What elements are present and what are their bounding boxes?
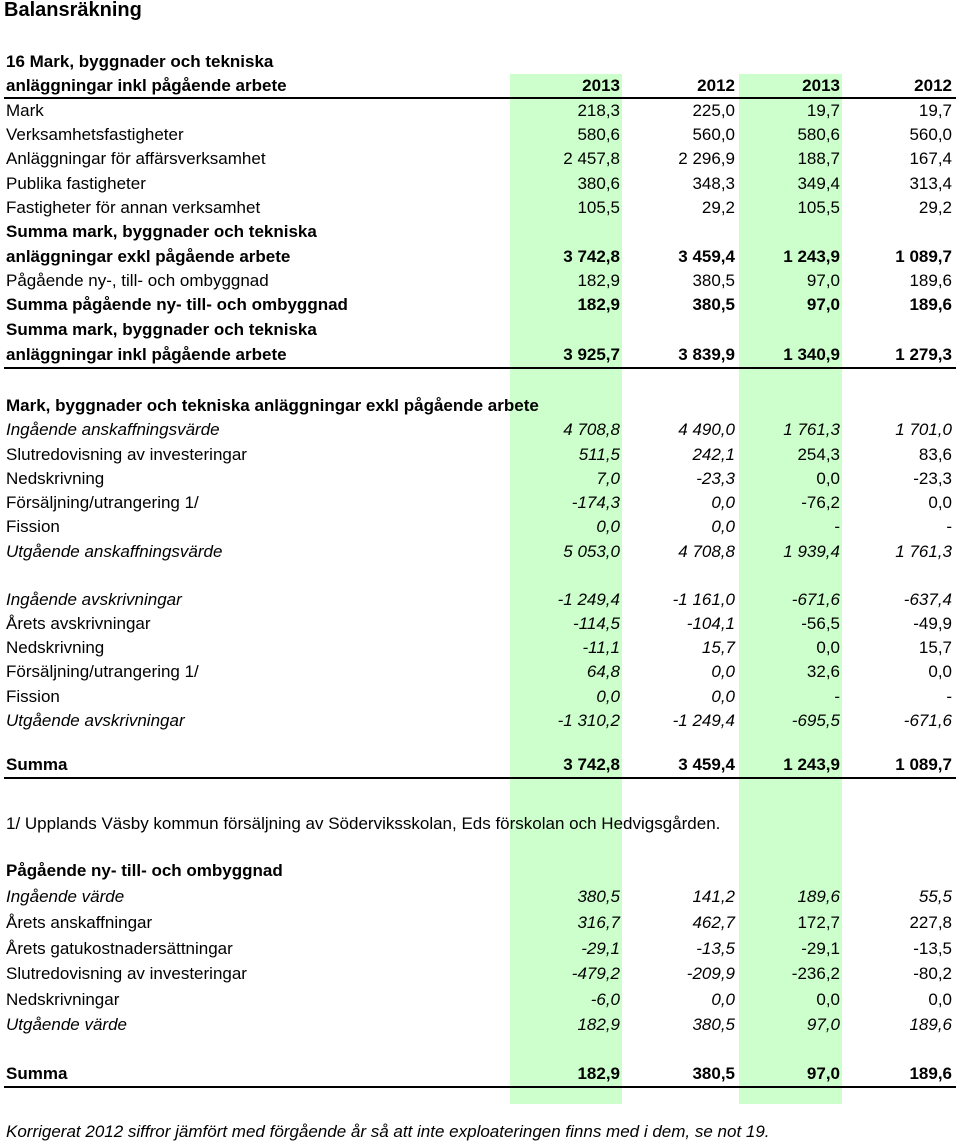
row-label: Anläggningar för affärsverksamhet (6, 149, 266, 168)
table-row (0, 709, 960, 733)
value-cell: 1 761,3 (783, 420, 840, 439)
row-label: Slutredovisning av investeringar (6, 964, 247, 983)
row-label: Försäljning/utrangering 1/ (6, 662, 199, 681)
value-cell: - (834, 517, 840, 536)
row-label: Försäljning/utrangering 1/ (6, 493, 199, 512)
value-cell: 15,7 (918, 638, 952, 657)
value-cell: 189,6 (909, 1015, 952, 1034)
year-header-2: 2012 (697, 76, 735, 95)
value-cell: 97,0 (806, 271, 840, 290)
row-label: Fastigheter för annan verksamhet (6, 198, 261, 217)
table-row (0, 147, 960, 171)
value-cell: 5 053,0 (563, 542, 620, 561)
value-cell: 380,5 (692, 1064, 735, 1083)
year-header-3: 2013 (802, 76, 840, 95)
value-cell: -671,6 (791, 590, 840, 609)
value-cell: -23,3 (913, 469, 952, 488)
value-cell: 0,0 (816, 990, 840, 1009)
value-cell: 29,2 (918, 198, 952, 217)
value-cell: - (946, 687, 952, 706)
value-cell: 19,7 (918, 101, 952, 120)
section-rule (4, 367, 956, 369)
row-label: Utgående avskrivningar (6, 711, 185, 730)
table-row (0, 962, 960, 986)
value-cell: 511,5 (578, 445, 620, 464)
value-cell: 0,0 (596, 687, 620, 706)
value-cell: -11,1 (582, 638, 620, 657)
year-header-4: 2012 (914, 76, 952, 95)
value-cell: 105,5 (577, 198, 620, 217)
value-cell: -1 161,0 (672, 590, 735, 609)
value-cell: 560,0 (692, 125, 735, 144)
subtotal-row (0, 293, 960, 317)
value-cell: 97,0 (806, 295, 840, 314)
note-heading: 16 Mark, byggnader och tekniska (6, 52, 274, 71)
value-cell: 4 708,8 (563, 420, 620, 439)
value-cell: -1 249,4 (672, 711, 735, 730)
value-cell: 2 457,8 (563, 149, 620, 168)
value-cell: 1 279,3 (895, 345, 952, 364)
section-heading: Pågående ny- till- och ombyggnad (6, 861, 283, 880)
row-label: Summa mark, byggnader och tekniska (6, 320, 317, 339)
summa-row (0, 1062, 960, 1086)
value-cell: 462,7 (692, 913, 735, 932)
table-row (0, 196, 960, 220)
table-row (0, 1013, 960, 1037)
value-cell: 141,2 (692, 887, 735, 906)
value-cell: 182,9 (577, 271, 620, 290)
row-label: Slutredovisning av investeringar (6, 445, 247, 464)
row-label: Utgående anskaffningsvärde (6, 542, 223, 561)
value-cell: - (834, 687, 840, 706)
table-row (0, 491, 960, 515)
table-row (0, 937, 960, 961)
row-label: anläggningar exkl pågående arbete (6, 247, 291, 266)
value-cell: 1 761,3 (895, 542, 952, 561)
value-cell: 313,4 (909, 174, 952, 193)
value-cell: 83,6 (918, 445, 952, 464)
row-label: Årets avskrivningar (6, 614, 151, 633)
table-row (0, 443, 960, 467)
table-row (0, 418, 960, 442)
value-cell: 3 742,8 (563, 755, 620, 774)
row-label: Summa pågående ny- till- och ombyggnad (6, 295, 348, 314)
value-cell: 32,6 (806, 662, 840, 681)
value-cell: 218,3 (577, 101, 620, 120)
value-cell: -1 249,4 (557, 590, 620, 609)
value-cell: 1 089,7 (895, 755, 952, 774)
value-cell: 380,6 (577, 174, 620, 193)
value-cell: -114,5 (573, 614, 620, 633)
row-label: Fission (6, 517, 60, 536)
value-cell: 1 089,7 (895, 247, 952, 266)
value-cell: 225,0 (692, 101, 735, 120)
value-cell: 0,0 (596, 517, 620, 536)
row-label: Årets gatukostnadersättningar (6, 939, 233, 958)
value-cell: 316,7 (577, 913, 620, 932)
value-cell: 29,2 (701, 198, 735, 217)
value-cell: 348,3 (692, 174, 735, 193)
summa-rule (4, 777, 956, 779)
value-cell: 0,0 (816, 638, 840, 657)
summa-rule (4, 1086, 956, 1088)
row-label: Verksamhetsfastigheter (6, 125, 184, 144)
value-cell: 254,3 (797, 445, 840, 464)
section-heading-row (0, 394, 960, 418)
section-heading: Mark, byggnader och tekniska anläggningar exkl pågående arbete (6, 396, 539, 415)
value-cell: -479,2 (571, 964, 620, 983)
value-cell: 0,0 (928, 493, 952, 512)
value-cell: -56,5 (801, 614, 840, 633)
value-cell: - (946, 517, 952, 536)
value-cell: 97,0 (806, 1015, 840, 1034)
row-label: Publika fastigheter (6, 174, 146, 193)
value-cell: 3 459,4 (678, 755, 735, 774)
value-cell: -637,4 (903, 590, 952, 609)
section-heading-row (0, 859, 960, 883)
table-row (0, 988, 960, 1012)
value-cell: 380,5 (692, 271, 735, 290)
table-row (0, 588, 960, 612)
value-cell: -6,0 (590, 990, 620, 1009)
value-cell: 4 708,8 (678, 542, 735, 561)
value-cell: 0,0 (928, 990, 952, 1009)
footnote: Korrigerat 2012 siffror jämfört med förgående år så att inte exploateringen finns med i dem, se not 19. (6, 1122, 770, 1141)
table-row (0, 911, 960, 935)
value-cell: 105,5 (797, 198, 840, 217)
value-cell: 0,0 (816, 469, 840, 488)
value-cell: 0,0 (711, 493, 735, 512)
row-label: Nedskrivning (6, 638, 105, 657)
value-cell: 7,0 (596, 469, 620, 488)
value-cell: 380,5 (577, 887, 620, 906)
total-row (0, 343, 960, 367)
table-row (0, 685, 960, 709)
value-cell: 0,0 (711, 517, 735, 536)
value-cell: -76,2 (801, 493, 840, 512)
value-cell: 560,0 (909, 125, 952, 144)
value-cell: 189,6 (909, 1064, 952, 1083)
row-label: Summa (6, 1064, 68, 1083)
value-cell: 0,0 (711, 990, 735, 1009)
value-cell: 97,0 (806, 1064, 840, 1083)
table-row (0, 467, 960, 491)
value-cell: 1 243,9 (783, 755, 840, 774)
value-cell: 188,7 (797, 149, 840, 168)
row-label: Pågående ny-, till- och ombyggnad (6, 271, 269, 290)
table-row (0, 172, 960, 196)
value-cell: 15,7 (701, 638, 735, 657)
value-cell: 580,6 (577, 125, 620, 144)
value-cell: 189,6 (909, 271, 952, 290)
value-cell: 0,0 (711, 662, 735, 681)
value-cell: 64,8 (586, 662, 620, 681)
year-header-label: anläggningar inkl pågående arbete (6, 76, 287, 95)
row-label: Fission (6, 687, 60, 706)
table-row (0, 540, 960, 564)
value-cell: 349,4 (797, 174, 840, 193)
year-header-1: 2013 (582, 76, 620, 95)
row-label: Ingående avskrivningar (6, 590, 182, 609)
note-heading-row (0, 50, 960, 74)
value-cell: 242,1 (692, 445, 735, 464)
value-cell: 1 243,9 (783, 247, 840, 266)
summa-row (0, 753, 960, 777)
value-cell: -13,5 (913, 939, 952, 958)
value-cell: -174,3 (571, 493, 620, 512)
footnote: 1/ Upplands Väsby kommun försäljning av Söderviksskolan, Eds förskolan och Hedvigsgården. (6, 814, 721, 833)
row-label: Utgående värde (6, 1015, 127, 1034)
value-cell: -80,2 (913, 964, 952, 983)
value-cell: 189,6 (909, 295, 952, 314)
value-cell: -695,5 (791, 711, 840, 730)
row-label: Ingående värde (6, 887, 125, 906)
row-label: Nedskrivning (6, 469, 105, 488)
subtotal-row (0, 245, 960, 269)
value-cell: -13,5 (696, 939, 735, 958)
value-cell: 380,5 (692, 295, 735, 314)
value-cell: 189,6 (797, 887, 840, 906)
row-label: Mark (6, 101, 44, 120)
value-cell: -236,2 (791, 964, 840, 983)
year-header-row (0, 74, 960, 98)
value-cell: -49,9 (913, 614, 952, 633)
value-cell: -104,1 (686, 614, 735, 633)
page-title: Balansräkning (4, 0, 142, 21)
row-label: anläggningar inkl pågående arbete (6, 345, 287, 364)
table-row (0, 612, 960, 636)
table-row (0, 99, 960, 123)
value-cell: 182,9 (577, 1015, 620, 1034)
value-cell: 2 296,9 (678, 149, 735, 168)
value-cell: 4 490,0 (678, 420, 735, 439)
value-cell: 3 839,9 (678, 345, 735, 364)
value-cell: -209,9 (686, 964, 735, 983)
value-cell: 3 742,8 (563, 247, 620, 266)
value-cell: 1 340,9 (783, 345, 840, 364)
value-cell: 167,4 (909, 149, 952, 168)
value-cell: 227,8 (909, 913, 952, 932)
table-row (0, 660, 960, 684)
table-row (0, 636, 960, 660)
row-label: Summa mark, byggnader och tekniska (6, 222, 317, 241)
value-cell: -671,6 (903, 711, 952, 730)
value-cell: 580,6 (797, 125, 840, 144)
value-cell: 1 701,0 (895, 420, 952, 439)
row-label: Årets anskaffningar (6, 913, 153, 932)
value-cell: 172,7 (797, 913, 840, 932)
row-label: Nedskrivningar (6, 990, 120, 1009)
value-cell: 3 459,4 (678, 247, 735, 266)
value-cell: 0,0 (928, 662, 952, 681)
value-cell: -29,1 (801, 939, 840, 958)
row-label: Ingående anskaffningsvärde (6, 420, 220, 439)
value-cell: 0,0 (711, 687, 735, 706)
table-row (0, 269, 960, 293)
value-cell: 55,5 (918, 887, 952, 906)
table-row (0, 885, 960, 909)
row-label: Summa (6, 755, 68, 774)
value-cell: 19,7 (806, 101, 840, 120)
value-cell: -1 310,2 (557, 711, 620, 730)
total-label-row (0, 318, 960, 342)
value-cell: 1 939,4 (783, 542, 840, 561)
value-cell: -29,1 (581, 939, 620, 958)
table-row (0, 515, 960, 539)
table-row (0, 123, 960, 147)
value-cell: 182,9 (577, 1064, 620, 1083)
value-cell: -23,3 (696, 469, 735, 488)
value-cell: 3 925,7 (563, 345, 620, 364)
subtotal-label-row (0, 220, 960, 244)
value-cell: 182,9 (577, 295, 620, 314)
value-cell: 380,5 (692, 1015, 735, 1034)
